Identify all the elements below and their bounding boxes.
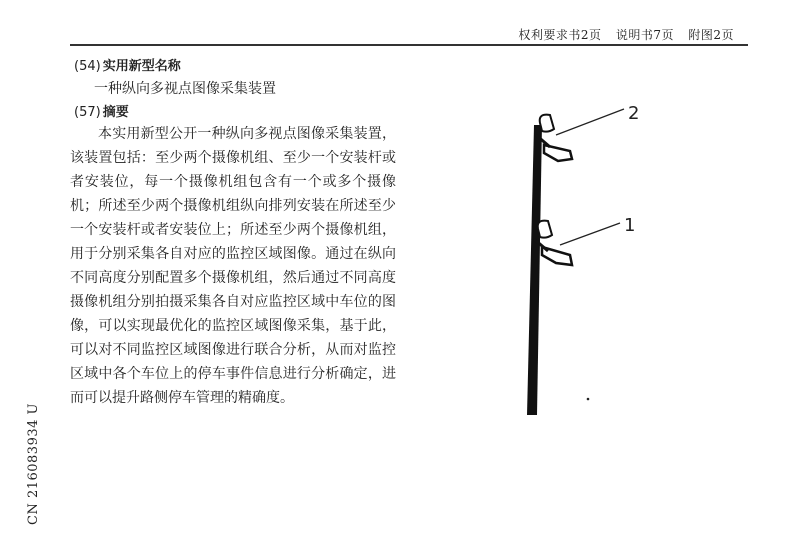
leader-line-2 <box>556 109 624 135</box>
small-dot <box>587 398 590 401</box>
abstract-heading-number: (57) <box>74 105 101 120</box>
drawings-pages: 附图2页 <box>688 28 734 42</box>
abstract-heading-label: 摘要 <box>102 105 129 120</box>
figure-label-2: 2 <box>628 103 640 124</box>
figure-label-1: 1 <box>624 215 636 236</box>
title-heading-number: (54) <box>74 59 101 74</box>
title-heading <box>74 55 181 74</box>
utility-model-title: 一种纵向多视点图像采集装置 <box>94 81 276 97</box>
abstract-text: 本实用新型公开一种纵向多视点图像采集装置，该装置包括：至少两个摄像机组、至少一个安装杆或者安装位，每一个摄像机组包含有一个或多个摄像机；所述至少两个摄像机组纵向排列安装在所述至少一个安装杆或者安装位上；所述至少两个摄像机组，用于分别采集各自对应的监控区域图像。通过在纵向不同高度分别配置多个摄像机组，然后通过不同高度摄像机组分别拍摄采集各自对应监控区域中车位的图像，可以实现最优化的监控区域图像采集，基于此，可以对不同监控区域图像进行联合分析，从而对监控区域中各个车位上的停车事件信息进行分析确定，进而可以提升路侧停车管理的精确度。 <box>70 126 396 406</box>
mounting-pole <box>527 125 542 415</box>
leader-line-1 <box>560 223 620 245</box>
page-header <box>70 26 748 46</box>
title-heading-label: 实用新型名称 <box>102 59 181 74</box>
abstract-heading <box>74 101 129 120</box>
publication-number: CN 216083934 U <box>26 403 41 525</box>
description-pages: 说明书7页 <box>615 28 675 42</box>
claims-pages: 权利要求书2页 <box>518 28 602 42</box>
figure-drawing <box>500 95 650 425</box>
header-links <box>508 26 734 43</box>
